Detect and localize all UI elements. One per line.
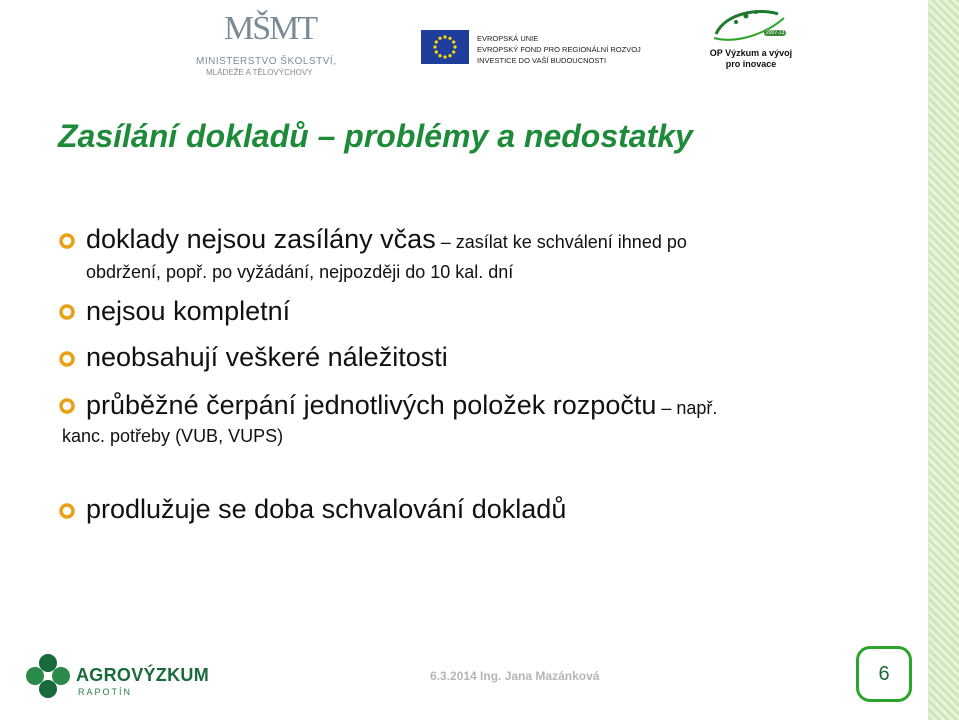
bullet-4-main: průběžné čerpání jednotlivých položek rozpočtu bbox=[86, 390, 657, 420]
bullet-4-line1 bbox=[86, 390, 717, 421]
bullet-ring-icon bbox=[58, 397, 76, 415]
footer-date-author: 6.3.2014 Ing. Jana Mazánková bbox=[430, 669, 600, 683]
page-number: 6 bbox=[856, 646, 912, 702]
bullet-ring-icon bbox=[58, 303, 76, 321]
eu-line3: INVESTICE DO VAŠÍ BUDOUCNOSTI bbox=[477, 56, 607, 65]
slide-title: Zasílání dokladů – problémy a nedostatky bbox=[58, 118, 693, 154]
decorative-side-stripe bbox=[928, 0, 959, 720]
agrovyzkum-logo bbox=[24, 652, 209, 702]
op-vavpi-logo bbox=[706, 4, 796, 70]
msmt-logo-mark: MŠMT bbox=[224, 10, 317, 47]
bullet-ring-icon bbox=[58, 502, 76, 520]
agrovyzkum-dots-icon bbox=[24, 652, 72, 700]
bullet-ring-icon bbox=[58, 232, 76, 250]
bullet-1-sub1: – zasílat ke schválení ihned po bbox=[435, 232, 687, 252]
op-badge: 2007-13 bbox=[766, 30, 785, 36]
eu-logo-text bbox=[477, 33, 641, 66]
bullet-5-main: prodlužuje se doba schvalování dokladů bbox=[86, 494, 567, 524]
op-swoosh-icon bbox=[706, 4, 796, 48]
agrovyzkum-subtitle: RAPOTÍN bbox=[78, 687, 133, 697]
bullet-ring-icon bbox=[58, 350, 76, 368]
agrovyzkum-name: AGROVÝZKUM bbox=[76, 665, 209, 685]
bullet-1-main: doklady nejsou zasílány včas bbox=[86, 224, 436, 254]
msmt-logo-line2: MLÁDEŽE A TĚLOVÝCHOVY bbox=[206, 68, 313, 77]
op-logo-line1: OP Výzkum a vývoj bbox=[709, 48, 793, 58]
op-logo-line2: pro inovace bbox=[725, 59, 777, 69]
bullet-4-sub2: kanc. potřeby (VUB, VUPS) bbox=[62, 426, 284, 446]
bullet-3-main: neobsahují veškeré náležitosti bbox=[86, 342, 448, 372]
msmt-logo-line1: MINISTERSTVO ŠKOLSTVÍ, bbox=[196, 56, 337, 67]
eu-flag-icon bbox=[421, 30, 469, 64]
bullet-1-line1 bbox=[86, 224, 687, 255]
eu-line2: EVROPSKÝ FOND PRO REGIONÁLNÍ ROZVOJ bbox=[477, 45, 641, 54]
bullet-4-sub1: – např. bbox=[656, 398, 718, 418]
msmt-logo bbox=[192, 10, 337, 77]
bullet-1-sub2: obdržení, popř. po vyžádání, nejpozději do 10 kal. dní bbox=[86, 262, 514, 282]
eu-line1: EVROPSKÁ UNIE bbox=[477, 34, 539, 43]
bullet-2-main: nejsou kompletní bbox=[86, 296, 291, 326]
